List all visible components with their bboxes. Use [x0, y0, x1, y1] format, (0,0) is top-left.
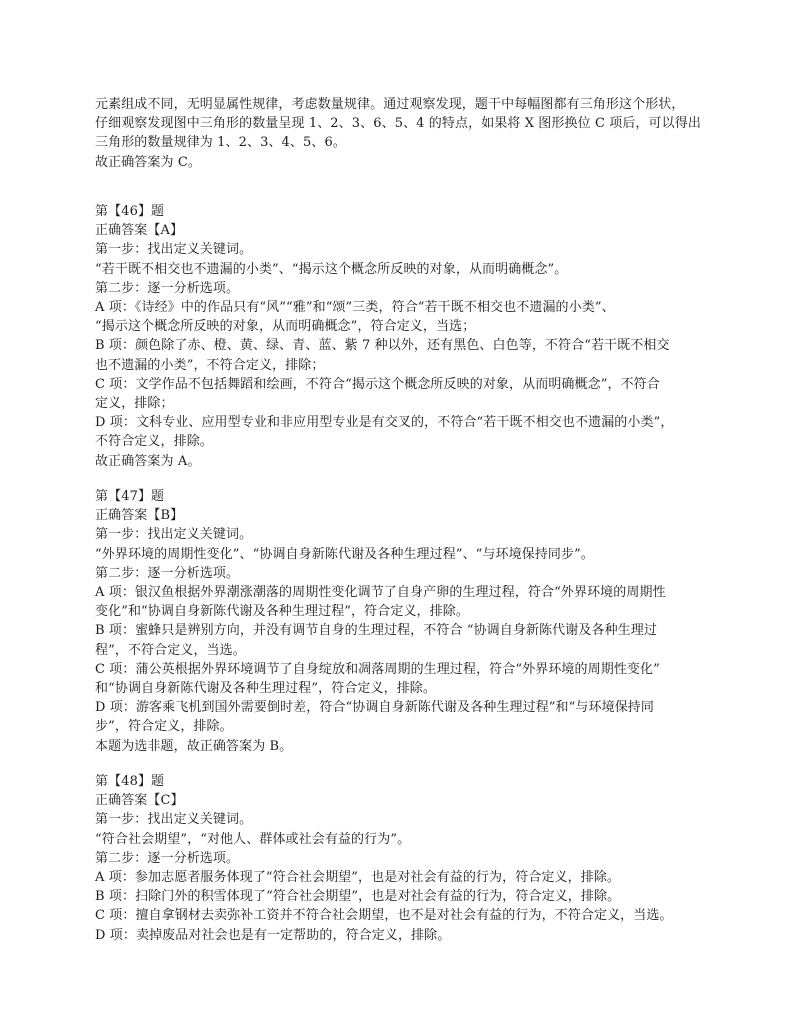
option-d: D 项：文科专业、应用型专业和非应用型专业是有交叉的，不符合“若干既不相交也不遗漏的小类”， — [95, 415, 674, 431]
step-one: 第一步：找出定义关键词。 — [95, 812, 253, 828]
question-number: 第【47】题 — [95, 489, 165, 504]
intro-line: 仔细观察发现图中三角形的数量呈现 1、2、3、6、5、4 的特点，如果将 X 图形换位 C 项后，可以得出 — [95, 116, 701, 132]
option-a: A 项：银汉鱼根据外界潮涨潮落的周期性变化调节了自身产卵的生理过程，符合“外界环境的周期性 — [95, 585, 666, 601]
intro-explanation — [95, 95, 707, 172]
option-d-cont: 不符合定义，排除。 — [95, 434, 213, 450]
final-answer: 本题为选非题，故正确答案为 B。 — [95, 738, 293, 754]
step-one: 第一步：找出定义关键词。 — [95, 527, 253, 543]
question-47 — [95, 487, 707, 756]
correct-answer: 正确答案【A】 — [95, 223, 184, 239]
step-two: 第二步：逐一分析选项。 — [95, 280, 240, 296]
correct-answer: 正确答案【B】 — [95, 508, 184, 524]
question-number: 第【48】题 — [95, 774, 165, 789]
step-two: 第二步：逐一分析选项。 — [95, 850, 240, 866]
step-two: 第二步：逐一分析选项。 — [95, 565, 240, 581]
question-48 — [95, 772, 707, 945]
option-b: B 项：扫除门外的积雪体现了“符合社会期望”，也是对社会有益的行为，符合定义，排除。 — [95, 889, 621, 905]
keywords: “外界环境的周期性变化”、“协调自身新陈代谢及各种生理过程”、“与环境保持同步”。 — [95, 546, 594, 562]
intro-line: 元素组成不同，无明显属性规律，考虑数量规律。通过观察发现，题干中每幅图都有三角形这个形状， — [95, 97, 685, 112]
correct-answer: 正确答案【C】 — [95, 793, 184, 809]
option-b-cont: 程”，不符合定义，当选。 — [95, 642, 246, 658]
option-c-cont: 定义，排除； — [95, 396, 174, 412]
option-a-cont: 变化”和“协调自身新陈代谢及各种生理过程”，符合定义，排除。 — [95, 604, 469, 620]
step-one: 第一步：找出定义关键词。 — [95, 242, 253, 258]
option-a: A 项：《诗经》中的作品只有“风”“雅”和“颂”三类，符合“若干既不相交也不遗漏的小类”、 — [95, 300, 615, 316]
keywords: “若干既不相交也不遗漏的小类”、“揭示这个概念所反映的对象，从而明确概念”。 — [95, 261, 568, 277]
option-b: B 项：颜色除了赤、橙、黄、绿、青、蓝、紫 7 种以外，还有黑色、白色等，不符合“若干既不相交 — [95, 338, 670, 354]
option-c-cont: 和“协调自身新陈代谢及各种生理过程”，符合定义，排除。 — [95, 681, 436, 697]
option-b-cont: 也不遗漏的小类”，不符合定义，排除； — [95, 357, 325, 373]
option-c: C 项：蒲公英根据外界环境调节了自身绽放和凋落周期的生理过程，符合“外界环境的周期性变化” — [95, 661, 660, 677]
option-a: A 项：参加志愿者服务体现了“符合社会期望”，也是对社会有益的行为，符合定义，排除。 — [95, 870, 621, 886]
final-answer: 故正确答案为 A。 — [95, 453, 201, 469]
option-b: B 项：蜜蜂只是辨别方向，并没有调节自身的生理过程，不符合 “协调自身新陈代谢及各种生理过 — [95, 623, 657, 639]
question-46 — [95, 202, 707, 471]
intro-answer: 故正确答案为 C。 — [95, 154, 201, 170]
option-d: D 项：卖掉废品对社会也是有一定帮助的，符合定义，排除。 — [95, 927, 451, 943]
option-c: C 项：文学作品不包括舞蹈和绘画，不符合“揭示这个概念所反映的对象，从而明确概念”，不符合 — [95, 376, 660, 392]
intro-line: 三角形的数量规律为 1、2、3、4、5、6。 — [95, 135, 346, 151]
option-d-cont: 步”，符合定义，排除。 — [95, 719, 233, 735]
option-a-cont: “揭示这个概念所反映的对象，从而明确概念”，符合定义，当选； — [95, 319, 476, 335]
question-number: 第【46】题 — [95, 204, 165, 219]
option-d: D 项：游客乘飞机到国外需要倒时差，符合“协调自身新陈代谢及各种生理过程”和“与环境保持同 — [95, 700, 654, 716]
option-c: C 项：擅自拿钢材去卖弥补工资并不符合社会期望，也不是对社会有益的行为，不符合定义，当选。 — [95, 908, 673, 924]
keywords: “符合社会期望”，“对他人、群体或社会有益的行为”。 — [95, 831, 411, 847]
